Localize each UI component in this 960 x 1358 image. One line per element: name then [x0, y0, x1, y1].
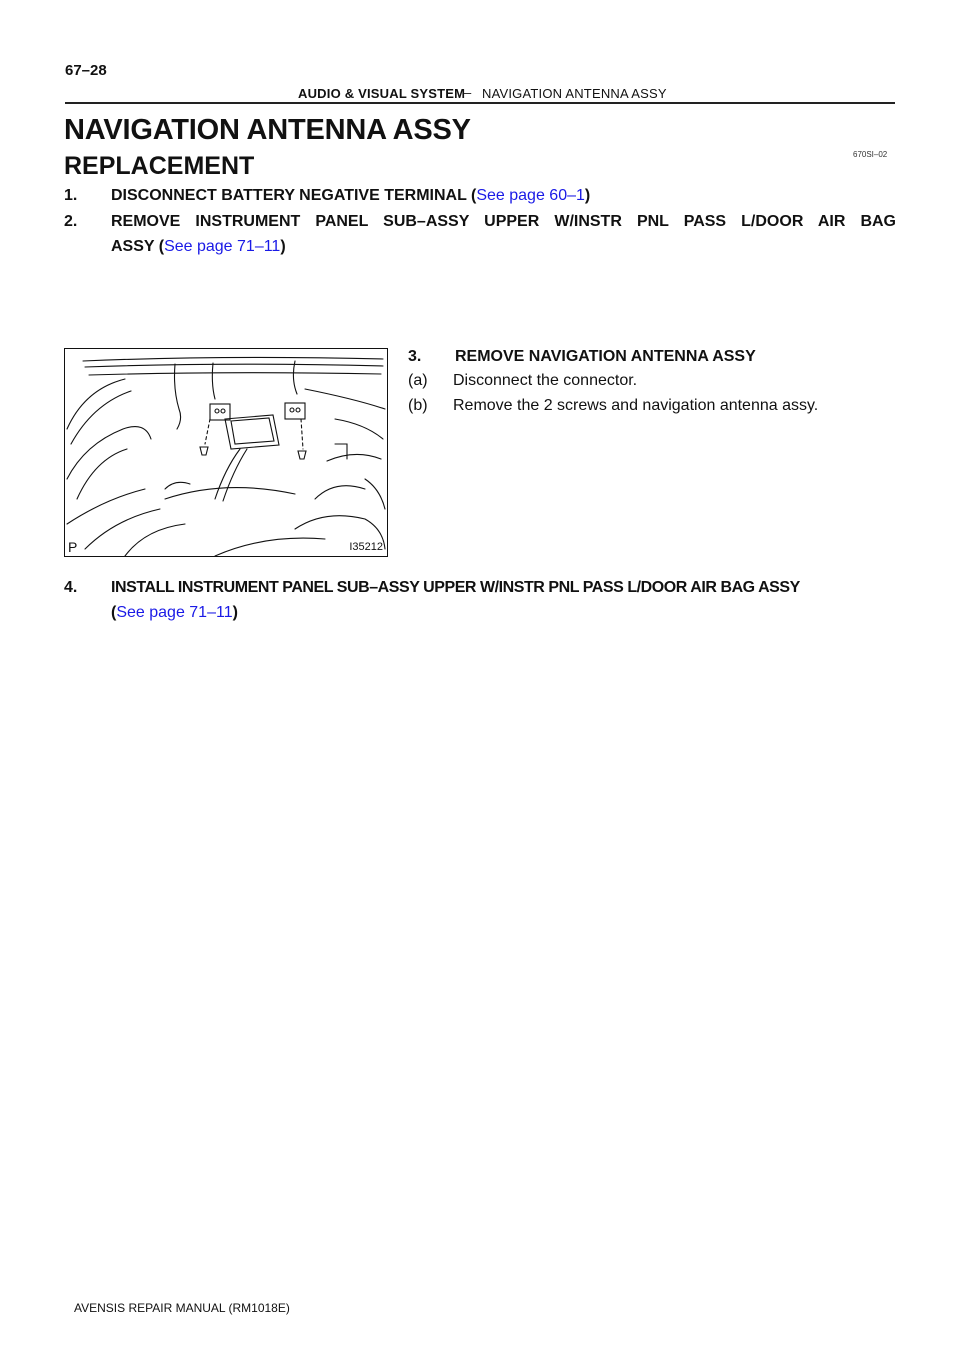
document-code: 670SI–02: [853, 150, 888, 159]
step-text: ASSY (: [111, 238, 165, 255]
paren-close: ): [232, 604, 238, 621]
footer: AVENSIS REPAIR MANUAL (RM1018E): [74, 1301, 290, 1315]
step-2-continuation: [111, 237, 286, 257]
figure-code: I35212: [349, 541, 383, 553]
paren-close: ): [280, 238, 286, 255]
paren-close: ): [584, 187, 591, 204]
antenna-installation-illustration: [65, 349, 387, 556]
step-number: 1.: [64, 187, 78, 204]
header-separator: –: [464, 85, 472, 100]
step-number: 2.: [64, 213, 78, 230]
see-page-link[interactable]: See page 71–11: [164, 238, 281, 255]
header-rule: [65, 102, 895, 104]
step-number: 3.: [408, 348, 422, 365]
substep-text: Remove the 2 screws and navigation antenna assy.: [453, 397, 819, 414]
substep-text: Disconnect the connector.: [453, 372, 638, 389]
header-section: AUDIO & VISUAL SYSTEM: [298, 86, 466, 101]
step-text: (: [111, 604, 117, 621]
substep-number: (b): [408, 397, 428, 414]
figure-corner-mark: P: [68, 539, 78, 555]
step-4-continuation: [111, 603, 238, 623]
step-text: REMOVE NAVIGATION ANTENNA ASSY: [455, 348, 756, 365]
step-text: REMOVE INSTRUMENT PANEL SUB–ASSY UPPER W/INSTR PNL PASS L/DOOR AIR BAG: [111, 213, 896, 230]
step-text: DISCONNECT BATTERY NEGATIVE TERMINAL (: [111, 187, 477, 204]
header-subsection: NAVIGATION ANTENNA ASSY: [482, 86, 667, 101]
section-subtitle: REPLACEMENT: [64, 152, 255, 180]
substep-number: (a): [408, 372, 428, 389]
step-number: 4.: [64, 579, 78, 596]
see-page-link[interactable]: See page 71–11: [116, 604, 233, 621]
figure: [64, 348, 388, 557]
see-page-link[interactable]: See page 60–1: [476, 187, 585, 204]
page-title: NAVIGATION ANTENNA ASSY: [64, 114, 471, 146]
step-text: INSTALL INSTRUMENT PANEL SUB–ASSY UPPER W/INSTR PNL PASS L/DOOR AIR BAG ASSY: [111, 579, 800, 596]
page-number: 67–28: [65, 62, 107, 79]
